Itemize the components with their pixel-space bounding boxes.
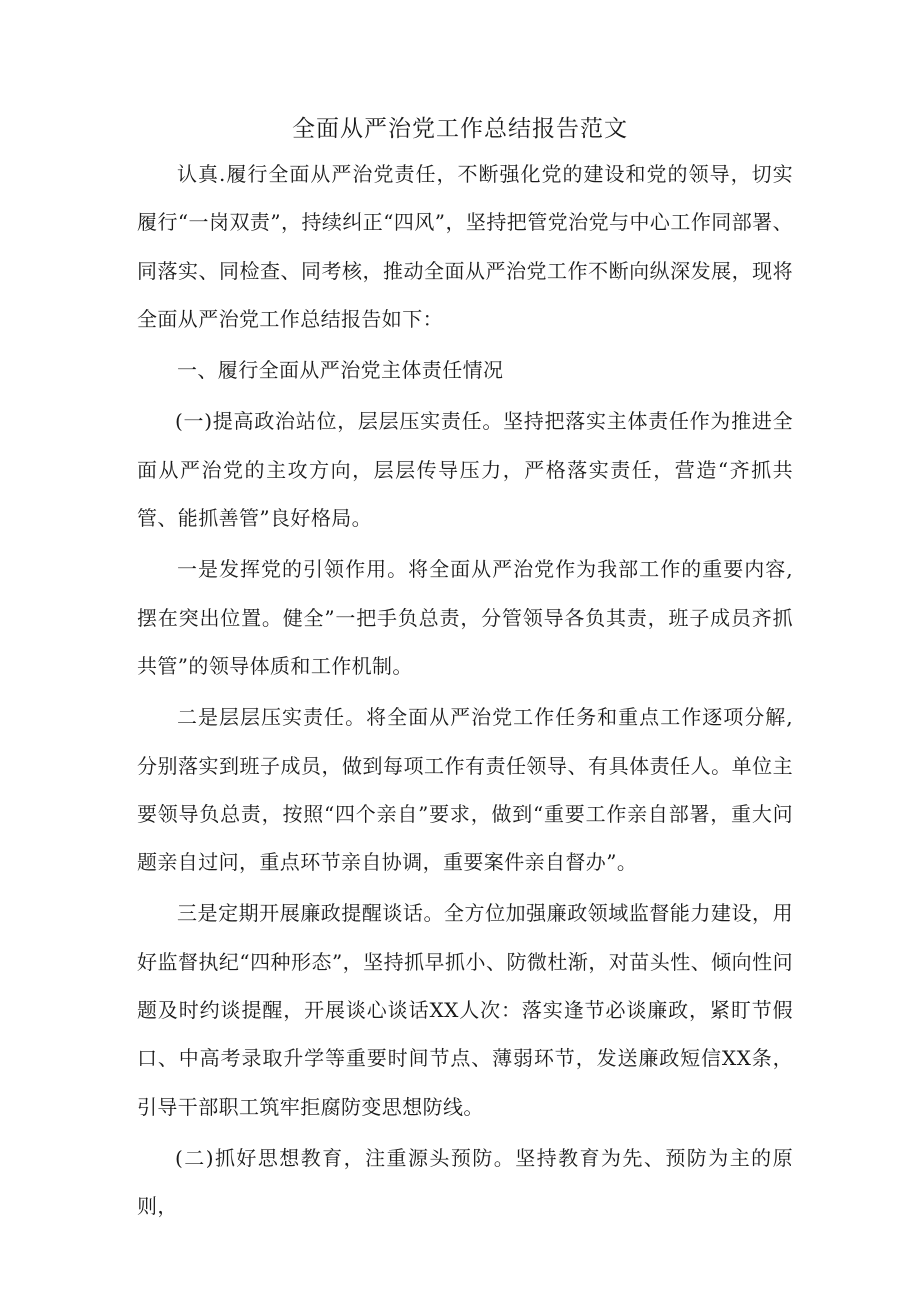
document-title: 全面从严治党工作总结报告范文 xyxy=(292,116,628,142)
body-paragraph: 二是层层压实责任。将全面从严治党工作任务和重点工作逐项分解,分别落实到班子成员，做到每项工作有责任领导、有具体责任人。单位主要领导负总责，按照“四个亲自”要求，做到“重要工作亲自部署，重大问题亲自过问，重点环节亲自协调，重要案件亲自督办”。 xyxy=(137,705,793,875)
section-heading: 一、履行全面从严治党主体责任情况 xyxy=(177,358,504,383)
intro-paragraph: 认真.履行全面从严治党责任，不断强化党的建设和党的领导，切实履行“一岗双责”，持续纠正“四风”，坚持把管党治党与中心工作同部署、同落实、同检查、同考核，推动全面从严治党工作不断向纵深发展，现将全面从严治党工作总结报告如下： xyxy=(137,162,793,331)
subsection-paragraph: (一)提高政治站位，层层压实责任。坚持把落实主体责任作为推进全面从严治党的主攻方向，层层传导压力，严格落实责任，营造“齐抓共管、能抓善管”良好格局。 xyxy=(137,409,793,531)
body-paragraph: 一是发挥党的引领作用。将全面从严治党作为我部工作的重要内容,摆在突出位置。健全”一把手负总责，分管领导各负其责，班子成员齐抓共管”的领导体质和工作机制。 xyxy=(137,557,793,678)
document-body xyxy=(137,150,793,1231)
subsection-paragraph: (二)抓好思想教育，注重源头预防。坚持教育为先、预防为主的原则， xyxy=(137,1145,793,1219)
body-paragraph: 三是定期开展廉政提醒谈话。全方位加强廉政领域监督能力建设，用好监督执纪“四种形态”，坚持抓早抓小、防微杜渐，对苗头性、倾向性问题及时约谈提醒，开展谈心谈话XX人次：落实逢节必谈廉政，紧盯节假口、中高考录取升学等重要时间节点、薄弱环节，发送廉政短信XX条，引导干部职工筑牢拒腐防变思想防线。 xyxy=(137,901,793,1119)
